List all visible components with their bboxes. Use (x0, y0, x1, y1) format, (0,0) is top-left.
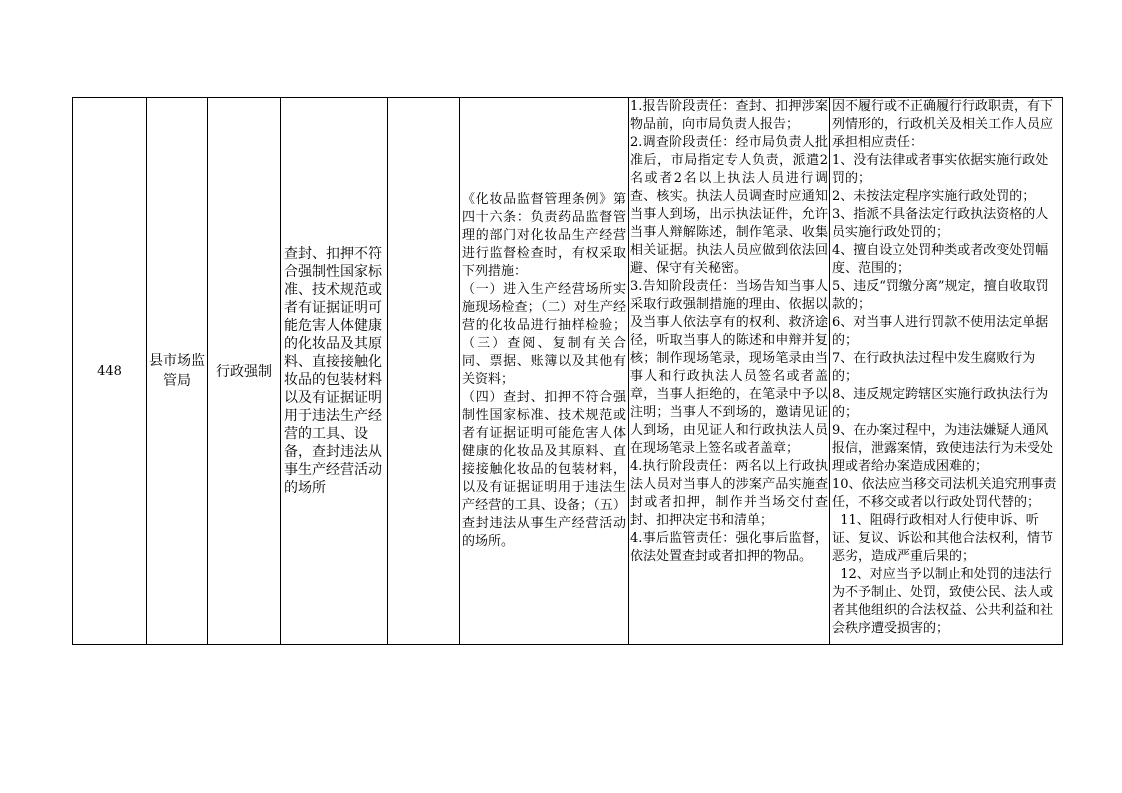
accountability-paragraph: 6、对当事人进行罚款不使用法定单据的； (832, 315, 1049, 348)
table-row (73, 98, 1063, 645)
accountability-paragraph: 7、在行政执法过程中发生腐败行为的； (832, 351, 1036, 384)
accountability-paragraph: 9、在办案过程中，为违法嫌疑人通风报信，泄露案情，致使违法行为未受处理或者给办案造成困难的； (832, 423, 1054, 474)
department: 县市场监管局 (149, 353, 205, 389)
basis-paragraph: 《化妆品监督管理条例》第四十六条：负责药品监督管理的部门对化妆品生产经营进行监督检查时，有权采取下列措施： (462, 192, 626, 279)
responsibility-text (630, 98, 828, 643)
responsibility-paragraph: 4.执行阶段责任：两名以上行政执法人员对当事人的涉案产品实施查封或者扣押，制作并当场交付查封、扣押决定书和清单； (630, 459, 828, 528)
department-cell (147, 98, 208, 645)
power-list-table (72, 97, 1063, 645)
accountability-paragraph: 因不履行或不正确履行行政职责，有下列情形的，行政机关及相关工作人员应承担相应责任： (832, 99, 1054, 150)
accountability-paragraph: 4、擅自设立处罚种类或者改变处罚幅度、范围的； (832, 243, 1049, 276)
legal-basis-cell (460, 98, 629, 645)
responsibility-paragraph: 4.事后监管责任：强化事后监督，依法处置查封或者扣押的物品。 (630, 531, 828, 564)
accountability-paragraph: 5、违反“罚缴分离”规定，擅自收取罚款的； (832, 279, 1049, 312)
accountability-paragraph: 2、未按法定程序实施行政处罚的； (832, 189, 1036, 204)
row-number: 448 (97, 363, 122, 379)
sub-item-cell (388, 98, 460, 645)
responsibility-paragraph: 2.调查阶段责任：经市局负责人批准后，市局指定专人负责，派遣2名或者2名以上执法人员进行调查、核实。执法人员调查时应通知当事人到场，出示执法证件，允许当事人辩解陈述，制作笔录、收集相关证据。执法人员应做到依法回避、保守有关秘密。 (630, 135, 828, 276)
accountability-cell (830, 98, 1063, 645)
power-category: 行政强制 (216, 364, 272, 380)
power-item-name: 查封、扣押不符合强制性国家标准、技术规范或者有证据证明可能危害人体健康的化妆品及其原料、直接接触化妆品的包装材料以及有证据证明用于违法生产经营的工具、设备，查封违法从事生产经营活动的场所 (284, 246, 382, 496)
category-cell (208, 98, 281, 645)
item-name-cell (281, 98, 388, 645)
responsibility-cell (629, 98, 830, 645)
accountability-paragraph: 12、对应当予以制止和处罚的违法行为不予制止、处罚，致使公民、法人或者其他组织的合法权益、公共利益和社会秩序遭受损害的； (832, 567, 1054, 636)
accountability-paragraph: 10、依法应当移交司法机关追究刑事责任，不移交或者以行政处罚代替的； (832, 477, 1057, 510)
accountability-text (832, 98, 1060, 643)
accountability-paragraph: 8、违反规定跨辖区实施行政执法行为的； (832, 387, 1049, 420)
row-number-cell (73, 98, 147, 645)
accountability-paragraph: 1、没有法律或者事实依据实施行政处罚的； (832, 153, 1049, 186)
basis-paragraph: （一）进入生产经营场所实施现场检查；（二）对生产经营的化妆品进行抽样检验；（三）查阅、复制有关合同、票据、账簿以及其他有关资料； (462, 282, 626, 387)
legal-basis-text (462, 191, 626, 551)
responsibility-paragraph: 3.告知阶段责任：当场告知当事人采取行政强制措施的理由、依据以及当事人依法享有的权利、救济途径，听取当事人的陈述和申辩并复核；制作现场笔录，现场笔录由当事人和行政执法人员签名或者盖章，当事人拒绝的，在笔录中予以注明；当事人不到场的，邀请见证人到场，由见证人和行政执法人员在现场笔录上签名或者盖章； (630, 279, 828, 456)
accountability-paragraph: 11、阻碍行政相对人行使申诉、听证、复议、诉讼和其他合法权利，情节恶劣，造成严重后果的； (832, 513, 1054, 564)
accountability-paragraph: 3、指派不具备法定行政执法资格的人员实施行政处罚的； (832, 207, 1049, 240)
responsibility-paragraph: 1.报告阶段责任：查封、扣押涉案物品前，向市局负责人报告； (630, 99, 828, 132)
basis-paragraph: （四）查封、扣押不符合强制性国家标准、技术规范或者有证据证明可能危害人体健康的化妆品及其原料、直接接触化妆品的包装材料，以及有证据证明用于违法生产经营的工具、设备；（五）查封违法从事生产经营活动的场所。 (462, 390, 626, 549)
